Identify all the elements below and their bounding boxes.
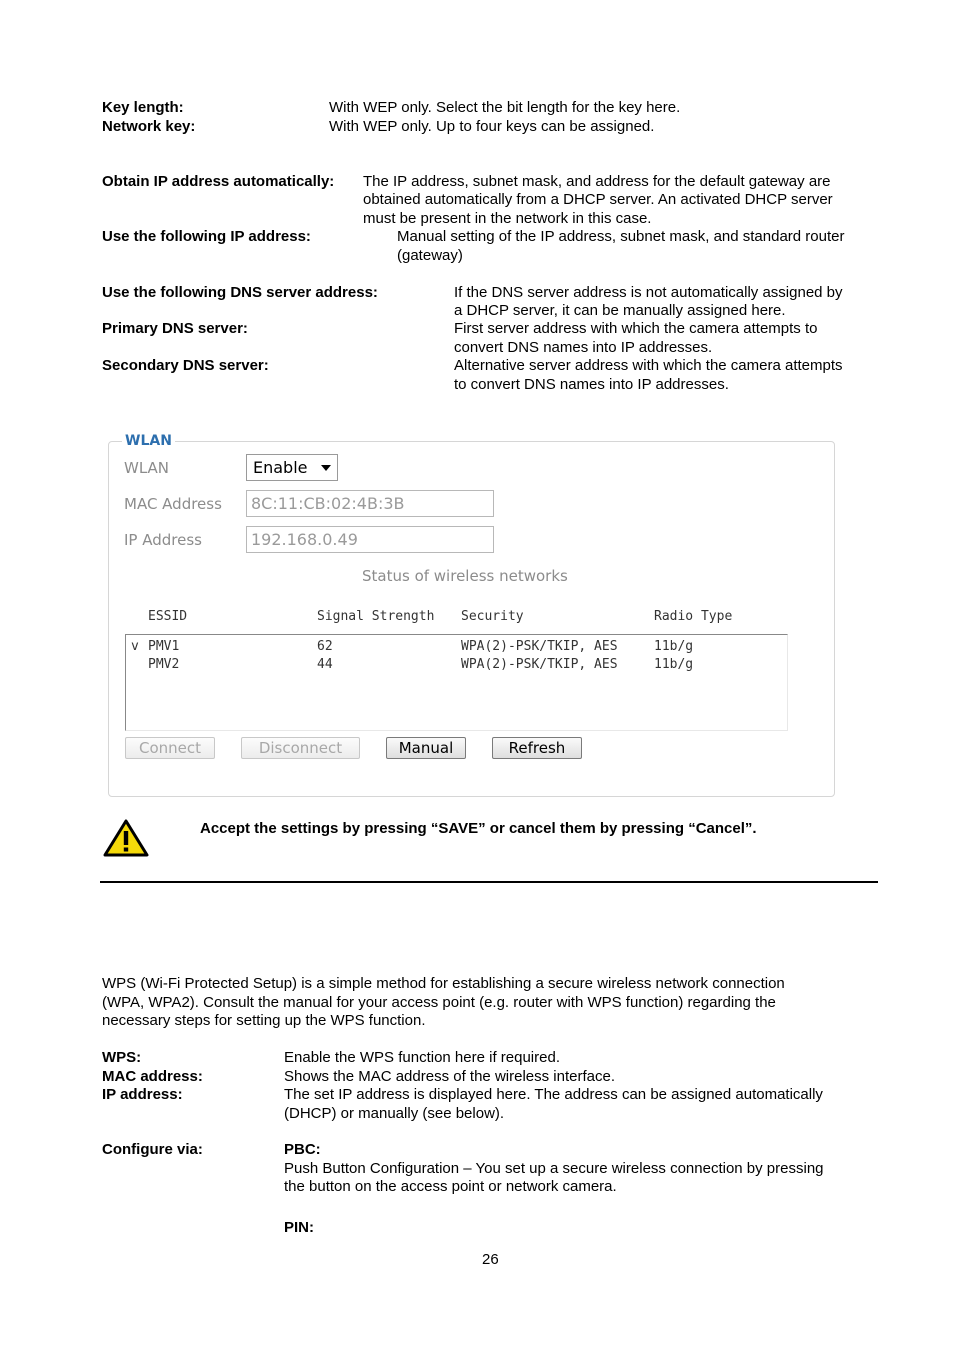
mac-address-label: MAC Address [124,495,222,513]
wps-mac-label: MAC address: [102,1068,203,1085]
key-length-description: With WEP only. Select the bit length for the key here. [329,99,681,116]
wps-intro-line1: WPS (Wi-Fi Protected Setup) is a simple method for establishing a secure wireless network connection [102,975,785,992]
network-key-label: Network key: [102,118,196,135]
ip-address-value: 192.168.0.49 [251,530,358,549]
obtain-ip-auto-description-line1: The IP address, subnet mask, and address for the default gateway are [363,173,831,190]
network-row[interactable] [126,657,726,675]
network-radio-type: 11b/g [654,639,694,654]
wps-intro-line2: (WPA, WPA2). Consult the manual for your access point (e.g. router with WPS function) regarding the [102,994,776,1011]
network-radio-type: 11b/g [654,657,694,672]
configure-via-label: Configure via: [102,1141,203,1158]
selected-marker: v [131,639,139,654]
chevron-down-icon [321,465,331,471]
wps-description: Enable the WPS function here if required. [284,1049,560,1066]
use-dns-description-line1: If the DNS server address is not automatically assigned by [454,284,843,301]
primary-dns-description-line2: convert DNS names into IP addresses. [454,339,713,356]
column-header-signal-strength: Signal Strength [317,609,435,624]
pbc-label: PBC: [284,1141,321,1158]
wlan-select-value: Enable [253,458,308,477]
pin-label: PIN: [284,1219,314,1236]
use-following-ip-description-line1: Manual setting of the IP address, subnet mask, and standard router [397,228,845,245]
wps-ip-description-line1: The set IP address is displayed here. The address can be assigned automatically [284,1086,823,1103]
network-row[interactable] [126,639,726,657]
page-number: 26 [482,1251,499,1268]
primary-dns-description-line1: First server address with which the camera attempts to [454,320,818,337]
use-following-ip-description-line2: (gateway) [397,247,463,264]
use-dns-description-line2: a DHCP server, it can be manually assigned here. [454,302,786,319]
network-signal: 62 [317,639,333,654]
wps-ip-description-line2: (DHCP) or manually (see below). [284,1105,505,1122]
secondary-dns-description-line1: Alternative server address with which the camera attempts [454,357,843,374]
column-header-radio-type: Radio Type [654,609,733,624]
column-header-essid: ESSID [148,609,188,624]
warning-text: Accept the settings by pressing “SAVE” or cancel them by pressing “Cancel”. [200,820,757,837]
secondary-dns-label: Secondary DNS server: [102,357,269,374]
disconnect-button[interactable]: Disconnect [241,737,360,759]
ip-address-label: IP Address [124,531,202,549]
refresh-button[interactable]: Refresh [492,737,582,759]
mac-address-field [246,490,494,517]
network-security: WPA(2)-PSK/TKIP, AES [461,657,618,672]
connect-button[interactable]: Connect [125,737,215,759]
secondary-dns-description-line2: to convert DNS names into IP addresses. [454,376,729,393]
warning-triangle-icon [102,818,150,858]
wlan-panel-legend: WLAN [122,433,175,449]
manual-button[interactable]: Manual [386,737,466,759]
obtain-ip-auto-description-line3: must be present in the network in this case. [363,210,652,227]
use-following-ip-label: Use the following IP address: [102,228,311,245]
wlan-label: WLAN [124,459,170,477]
use-dns-label: Use the following DNS server address: [102,284,378,301]
wps-mac-description: Shows the MAC address of the wireless interface. [284,1068,615,1085]
network-signal: 44 [317,657,333,672]
network-essid: PMV2 [148,657,180,672]
obtain-ip-auto-label: Obtain IP address automatically: [102,173,335,190]
network-key-description: With WEP only. Up to four keys can be assigned. [329,118,655,135]
ip-address-field [246,526,494,553]
network-essid: PMV1 [148,639,180,654]
section-divider [100,881,878,883]
wps-intro-line3: necessary steps for setting up the WPS function. [102,1012,426,1029]
pbc-description-line2: the button on the access point or network camera. [284,1178,617,1195]
network-security: WPA(2)-PSK/TKIP, AES [461,639,618,654]
wlan-select[interactable] [246,454,338,481]
obtain-ip-auto-description-line2: obtained automatically from a DHCP server. An activated DHCP server [363,191,833,208]
key-length-label: Key length: [102,99,184,116]
wireless-status-title: Status of wireless networks [362,567,568,585]
wps-ip-label: IP address: [102,1086,183,1103]
pbc-description-line1: Push Button Configuration – You set up a secure wireless connection by pressing [284,1160,824,1177]
primary-dns-label: Primary DNS server: [102,320,248,337]
column-header-security: Security [461,609,524,624]
mac-address-value: 8C:11:CB:02:4B:3B [251,494,405,513]
wps-label: WPS: [102,1049,142,1066]
